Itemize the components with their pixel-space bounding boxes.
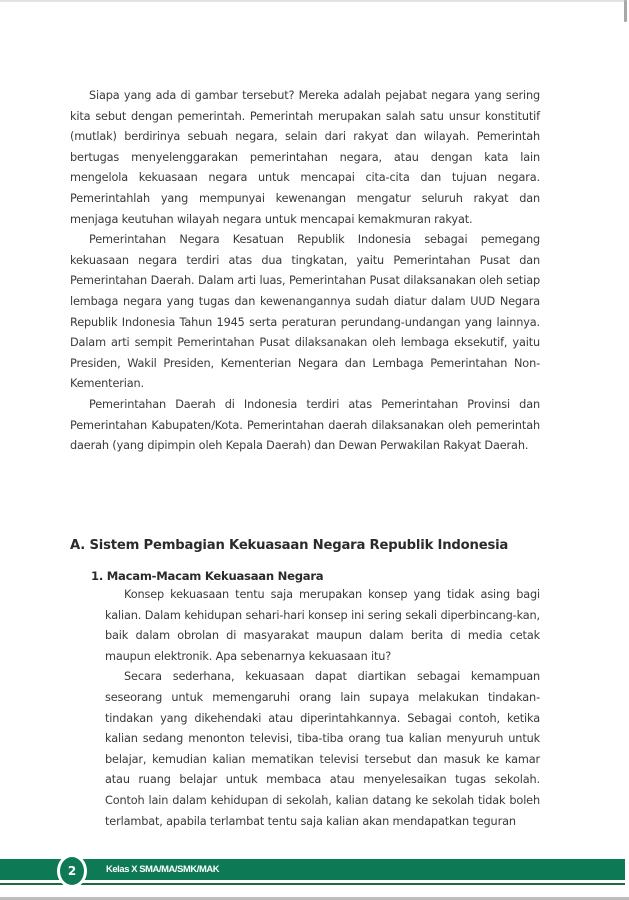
scrollbar-thumb[interactable] <box>624 0 627 22</box>
section-heading: A. Sistem Pembagian Kekuasaan Negara Republik Indonesia <box>70 538 509 553</box>
page-number: 2 <box>67 864 77 878</box>
subsection-heading: 1. Macam-Macam Kekuasaan Negara <box>91 569 324 583</box>
footer-band <box>0 859 625 880</box>
intro-paragraph-3: Pemerintahan Daerah di Indonesia terdiri atas Pemerintahan Provinsi dan Pemerintahan Kabupaten/Kota. Pemerintahan daerah dilaksanakan oleh pemerintah daerah (yang dipimpin oleh Kepala Daerah) dan Dewan Perwakilan Rakyat Daerah. <box>70 397 540 453</box>
footer-class-label: Kelas X SMA/MA/SMK/MAK <box>106 863 220 874</box>
footer-rule <box>0 883 625 885</box>
intro-paragraph-1: Siapa yang ada di gambar tersebut? Mereka adalah pejabat negara yang sering kita sebut dengan pemerintah. Pemerintah merupakan salah satu unsur konstitutif (mutlak) berdirinya sebuah negara, selain dari rakyat dan wilayah. Pemerintah bertugas menyelenggarakan pemerintahan negara, atau dengan kata lain mengelola kekuasaan negara untuk mencapai cita-cita dan tujuan negara. Pemerintahlah yang mempunyai kewenangan mengatur seluruh rakyat dan menjaga keutuhan wilayah negara untuk mencapai kemakmuran rakyat. <box>70 89 540 226</box>
intro-paragraph-2: Pemerintahan Negara Kesatuan Republik Indonesia sebagai pemegang kekuasaan negara terdiri atas dua tingkatan, yaitu Pemerintahan Pusat dan Pemerintahan Daerah. Dalam arti luas, Pemerintahan Pusat dilaksanakan oleh setiap lembaga negara yang tugas dan kewenangannya sudah diatur dalam UUD Negara Republik Indonesia Tahun 1945 serta peraturan perundang-undangan yang lainnya. Dalam arti sempit Pemerintahan Pusat dilaksanakan oleh lembaga eksekutif, yaitu Presiden, Wakil Presiden, Kementerian Negara dan Lembaga Pemerintahan Non-Kementerian. <box>70 233 540 391</box>
page-footer <box>0 857 629 897</box>
intro-text-block <box>70 86 540 457</box>
scrollbar-track[interactable] <box>625 0 629 900</box>
page-number-badge <box>57 854 87 888</box>
viewer-top-edge <box>0 0 629 2</box>
subsection-paragraph-1: Konsep kekuasaan tentu saja merupakan konsep yang tidak asing bagi kalian. Dalam kehidupan sehari-hari konsep ini sering sekali diperbincang-kan, baik dalam obrolan di masyarakat maupun dalam berita di media cetak maupun elektronik. Apa sebenarnya kekuasaan itu? <box>105 588 540 663</box>
subsection-text-block <box>105 585 540 832</box>
subsection-paragraph-2: Secara sederhana, kekuasaan dapat diartikan sebagai kemampuan seseorang untuk memengaruhi orang lain supaya melakukan tindakan-tindakan yang dikehendaki atau diperintahkannya. Sebagai contoh, ketika kalian sedang menonton televisi, tiba-tiba orang tua kalian menyuruh untuk belajar, kemudian kalian mematikan televisi tersebut dan masuk ke kamar atau ruang belajar untuk membaca atau menyelesaikan tugas sekolah. Contoh lain dalam kehidupan di sekolah, kalian datang ke sekolah tidak boleh terlambat, apabila terlambat tentu saja kalian akan mendapatkan teguran <box>105 670 540 828</box>
